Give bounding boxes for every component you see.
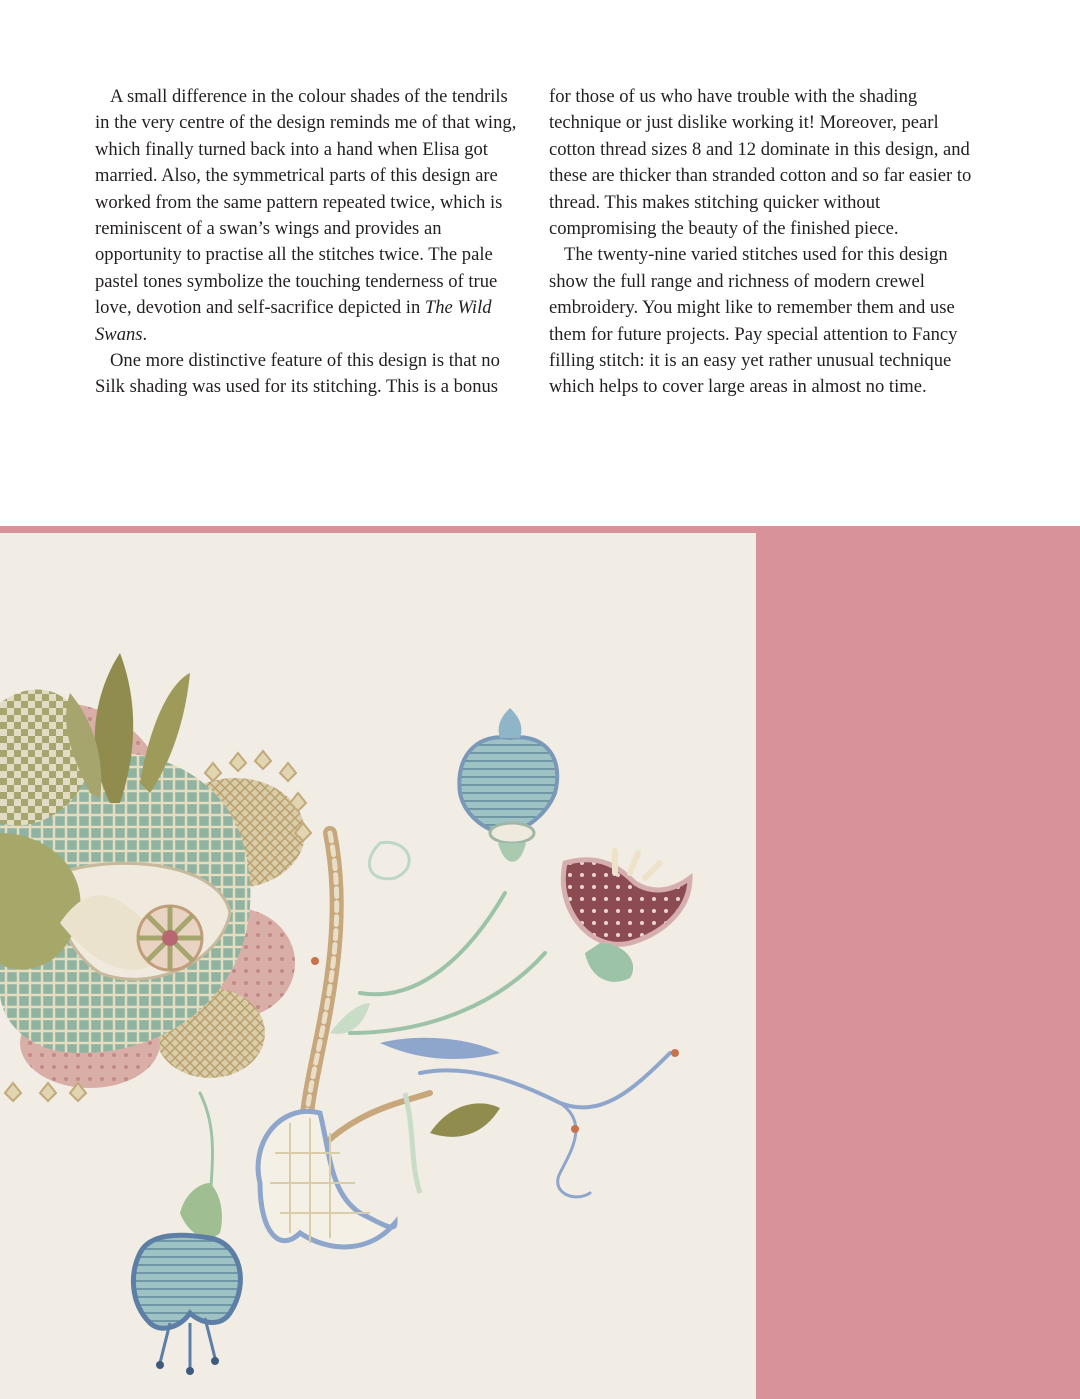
blue-leaf bbox=[380, 1038, 500, 1059]
wine-flower bbox=[563, 851, 690, 982]
paragraph bbox=[95, 84, 526, 348]
paragraph-text: . bbox=[142, 323, 148, 345]
body-text bbox=[95, 84, 980, 401]
paragraph-text: A small difference in the colour shades of the tendrils in the very centre of the design reminds me of that wing, which finally turned back into a hand when Elisa got married. Also, the symmetrical parts of this design are worked from the same pattern repeated twice, which is reminiscent of a swan’s wings and provides an opportunity to practise all the stitches twice. The pale pastel tones symbolize the touching tenderness of true love, devotion and self-sacrifice depicted in bbox=[95, 86, 517, 319]
embroidery-photo bbox=[0, 533, 756, 1399]
paragraph: The twenty-nine varied stitches used for this design show the full range and richness of modern crewel embroidery. You might like to remember them and use them for future projects. Pay special attention to Fancy filling stitch: it is an easy yet rather unusual technique which helps to cover large areas in almost no time. bbox=[549, 244, 958, 398]
blue-bud-top bbox=[459, 708, 557, 862]
paragraph: for those of us who have trouble with the shading technique or just dislike working it! Moreover, pearl cotton thread sizes 8 and 12 dominate in this design, and these are thicker than stranded cotton and so far easier to thread. This makes stitching quicker without compromising the beauty of the finished piece. bbox=[549, 86, 972, 240]
text-column-right bbox=[549, 84, 980, 401]
text-column-left bbox=[95, 84, 526, 401]
book-title: The Wild Swans bbox=[95, 297, 492, 345]
paragraph: One more distinctive feature of this design is that no Silk shading was used for its stitching. This is a bonus bbox=[95, 350, 500, 398]
embroidery-illustration bbox=[0, 533, 756, 1399]
white-lattice-shape bbox=[258, 1111, 395, 1246]
blue-bud-bottom bbox=[133, 1183, 240, 1375]
main-flower bbox=[0, 653, 311, 1101]
